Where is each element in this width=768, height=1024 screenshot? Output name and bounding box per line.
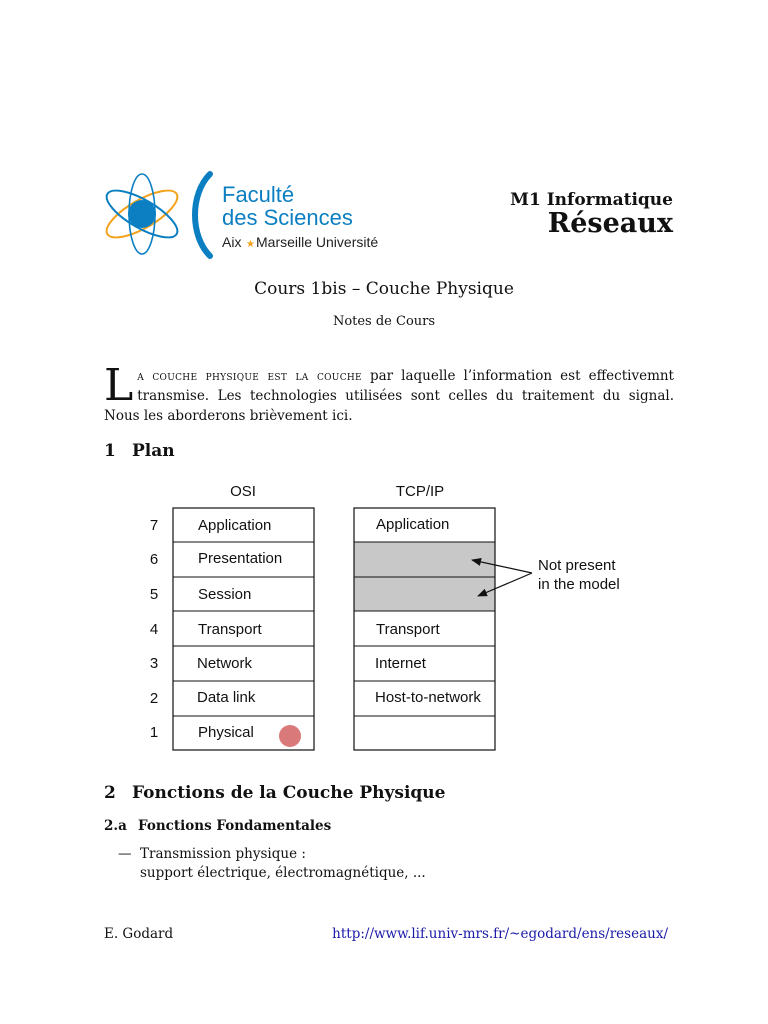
- tcpip-layer-label: Application: [376, 516, 450, 533]
- intro-paragraph: [104, 360, 674, 426]
- star-icon: ★: [246, 239, 255, 250]
- annotation-line1: Not present: [538, 557, 616, 574]
- osi-layer-label: Physical: [198, 724, 254, 741]
- subsection-number: 2.a: [104, 818, 127, 834]
- layer-number: 7: [149, 517, 159, 534]
- bullet-line1: Transmission physique :: [140, 846, 306, 862]
- marker-dot: [279, 725, 301, 747]
- section-title: Plan: [132, 441, 175, 461]
- annotation-line2: in the model: [538, 576, 620, 593]
- osi-layer-label: Application: [198, 517, 272, 534]
- section-number: 2: [104, 783, 116, 803]
- bullet-line2: support électrique, électromagnétique, ...: [140, 865, 426, 881]
- intro-smallcaps: a couche physique est la couche: [137, 368, 362, 384]
- osi-layer-label: Session: [198, 586, 252, 603]
- faculte-logo: [100, 168, 400, 260]
- atom-icon: [100, 174, 183, 254]
- course-header: [510, 190, 673, 239]
- section-title: Fonctions de la Couche Physique: [132, 783, 446, 803]
- subsection-heading-fondamentales: [104, 818, 331, 834]
- osi-layer-label: Transport: [198, 621, 262, 638]
- layer-number: 5: [149, 586, 159, 603]
- tcpip-layer-label: Internet: [375, 655, 426, 672]
- intro-text: par laquelle l’information est effectivemnt transmise. Les technologies utilisées sont celles du traitement du signal. Nous les aborderons brièvement ici.: [104, 368, 674, 424]
- bullet-dash: —: [118, 846, 132, 862]
- tcpip-layer-label: Transport: [376, 621, 440, 638]
- logo-line1: Faculté: [222, 182, 295, 207]
- document-subtitle: Notes de Cours: [332, 314, 436, 329]
- dropcap-letter: L: [104, 360, 134, 411]
- logo-line3-right: Marseille Université: [256, 234, 379, 250]
- layer-number: 3: [149, 655, 159, 672]
- layer-number: 4: [149, 621, 159, 638]
- bullet-list: [118, 845, 426, 883]
- logo-line3-left: Aix: [222, 234, 242, 250]
- footer-author: E. Godard: [104, 926, 174, 942]
- footer-url-link[interactable]: http://www.lif.univ-mrs.fr/~egodard/ens/reseaux/: [332, 926, 668, 942]
- osi-layer-label: Presentation: [198, 550, 283, 567]
- osi-layer-label: Network: [197, 655, 253, 672]
- layer-number: 1: [149, 724, 159, 741]
- tcpip-layer-label: Host-to-network: [375, 689, 481, 706]
- parenthesis-mark: [195, 174, 210, 256]
- osi-layer-label: Data link: [197, 689, 256, 706]
- section-heading-fonctions: [104, 783, 446, 803]
- tcpip-cell-5-shaded: [354, 577, 495, 611]
- layer-number: 6: [149, 551, 159, 568]
- document-title: Cours 1bis – Couche Physique: [254, 279, 514, 299]
- subsection-title: Fonctions Fondamentales: [138, 818, 332, 834]
- course-name: Réseaux: [547, 208, 673, 239]
- tcpip-header: TCP/IP: [395, 483, 445, 500]
- layer-number: 2: [149, 690, 159, 707]
- tcpip-cell-6-shaded: [354, 542, 495, 577]
- osi-header: OSI: [230, 483, 256, 500]
- section-heading-plan: [104, 441, 175, 461]
- osi-tcpip-diagram: [140, 478, 660, 758]
- course-level: M1 Informatique: [510, 190, 673, 210]
- logo-line2: des Sciences: [222, 205, 353, 230]
- section-number: 1: [104, 441, 116, 461]
